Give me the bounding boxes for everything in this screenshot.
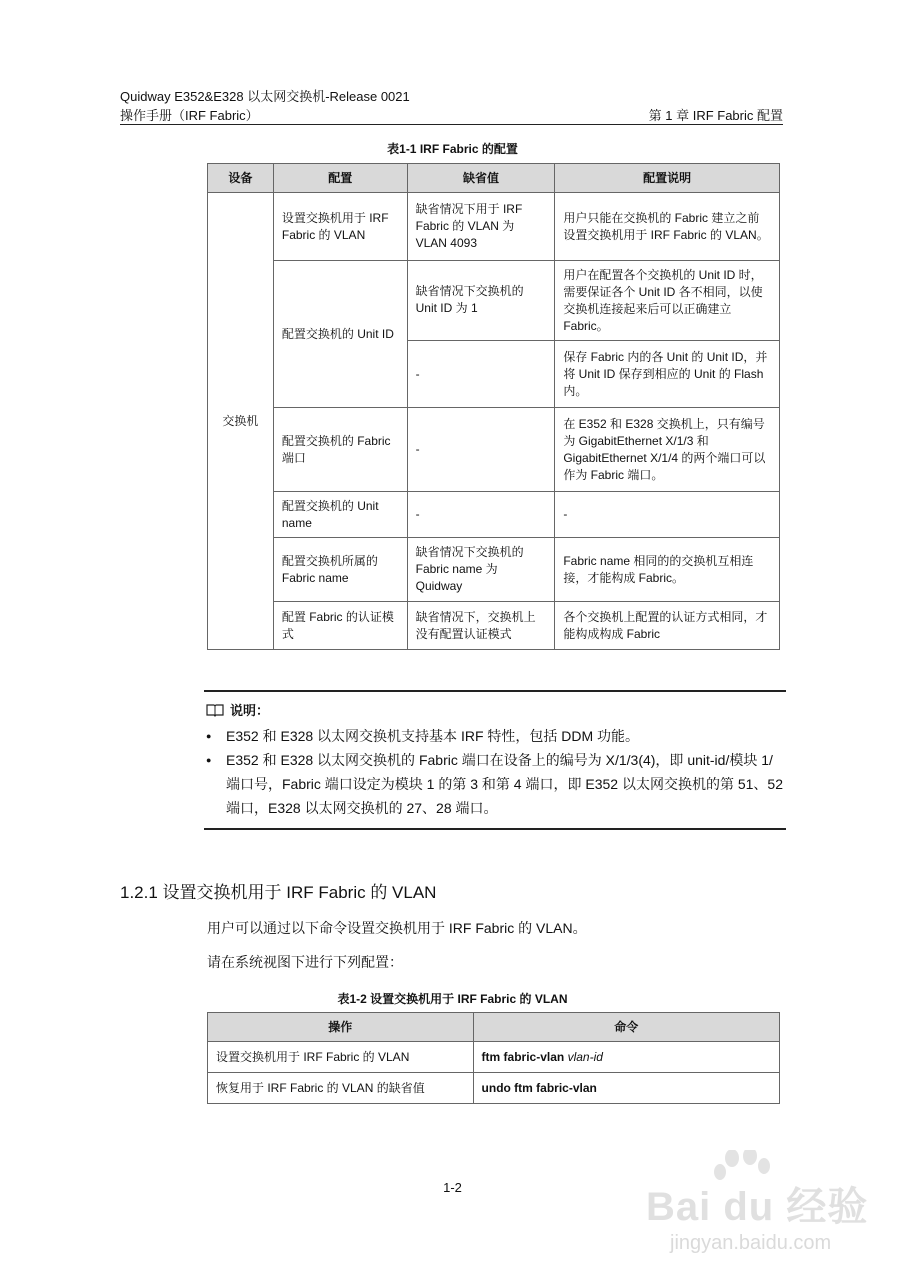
header-rule (120, 124, 783, 125)
table-header-row (208, 1013, 780, 1042)
command-cell (473, 1042, 779, 1073)
table-row (208, 492, 780, 538)
desc-cell: Fabric name 相同的的交换机互相连接，才能构成 Fabric。 (555, 538, 780, 602)
header-manual-name: 操作手册（IRF Fabric） (120, 108, 259, 123)
note-bottom-rule (204, 828, 786, 830)
operation-cell: 恢复用于 IRF Fabric 的 VLAN 的缺省值 (208, 1073, 474, 1104)
note-title (206, 700, 269, 719)
col-header-default: 缺省值 (407, 164, 555, 193)
default-cell: 缺省情况下，交换机上没有配置认证模式 (407, 602, 555, 650)
col-header-operation: 操作 (208, 1013, 474, 1042)
header-chapter: 第 1 章 IRF Fabric 配置 (648, 108, 783, 123)
table-row (208, 193, 780, 261)
note-top-rule (204, 690, 786, 692)
desc-cell: 在 E352 和 E328 交换机上，只有编号为 GigabitEthernet X/1/3 和 GigabitEthernet X/1/4 的两个端口可以作为 Fabric 端口。 (555, 408, 780, 492)
table-row (208, 602, 780, 650)
col-header-config: 配置 (273, 164, 407, 193)
note-list (206, 724, 784, 820)
desc-cell: 用户在配置各个交换机的 Unit ID 时，需要保证各个 Unit ID 各不相同，以使交换机连接起来后可以正确建立 Fabric。 (555, 261, 780, 341)
section-heading: 1.2.1 设置交换机用于 IRF Fabric 的 VLAN (120, 883, 437, 902)
section-paragraph-2: 请在系统视图下进行下列配置： (207, 954, 403, 970)
page-number: 1-2 (443, 1180, 462, 1195)
table-row (208, 261, 780, 341)
col-header-device: 设备 (208, 164, 274, 193)
table-row (208, 1073, 780, 1104)
header-doc-title: Quidway E352&E328 以太网交换机-Release 0021 (120, 89, 410, 104)
note-title-text: 说明： (230, 703, 270, 718)
device-cell: 交换机 (208, 193, 274, 650)
desc-cell: - (555, 492, 780, 538)
default-cell: - (407, 492, 555, 538)
command-keyword: undo ftm fabric-vlan (481, 1080, 597, 1095)
list-item: ● E352 和 E328 以太网交换机的 Fabric 端口在设备上的编号为 X/1/3(4)，即 unit-id/模块 1/端口号，Fabric 端口设定为模块 1 的第 3 和第 4 端口，即 E352 以太网交换机的第 51、52 端口，E328 以太网交换机的 27、28 端口。 (206, 748, 784, 820)
baidu-watermark (640, 1150, 870, 1260)
command-keyword: ftm fabric-vlan (481, 1049, 565, 1064)
table-header-row (208, 164, 780, 193)
list-item: ● E352 和 E328 以太网交换机支持基本 IRF 特性，包括 DDM 功能。 (206, 724, 784, 748)
config-cell: 配置交换机的 Unit ID (273, 261, 407, 408)
default-cell: 缺省情况下交换机的 Unit ID 为 1 (407, 261, 555, 341)
table1-caption: 表1-1 IRF Fabric 的配置 (387, 142, 518, 156)
default-cell: - (407, 341, 555, 408)
config-cell: 配置 Fabric 的认证模式 (273, 602, 407, 650)
book-icon (206, 703, 224, 717)
config-cell: 配置交换机所属的 Fabric name (273, 538, 407, 602)
default-cell: 缺省情况下用于 IRF Fabric 的 VLAN 为 VLAN 4093 (407, 193, 555, 261)
vlan-command-table (207, 1012, 780, 1104)
irf-fabric-config-table (207, 163, 780, 650)
table-row (208, 1042, 780, 1073)
command-cell (473, 1073, 779, 1104)
table-row (208, 408, 780, 492)
config-cell: 设置交换机用于 IRF Fabric 的 VLAN (273, 193, 407, 261)
config-cell: 配置交换机的 Fabric 端口 (273, 408, 407, 492)
config-cell: 配置交换机的 Unit name (273, 492, 407, 538)
section-paragraph-1: 用户可以通过以下命令设置交换机用于 IRF Fabric 的 VLAN。 (207, 920, 587, 936)
table-row (208, 538, 780, 602)
command-argument: vlan-id (567, 1049, 603, 1064)
desc-cell: 保存 Fabric 内的各 Unit 的 Unit ID，并将 Unit ID 保存到相应的 Unit 的 Flash 内。 (555, 341, 780, 408)
col-header-command: 命令 (473, 1013, 779, 1042)
watermark-url: jingyan.baidu.com (670, 1232, 832, 1254)
default-cell: 缺省情况下交换机的 Fabric name 为 Quidway (407, 538, 555, 602)
desc-cell: 各个交换机上配置的认证方式相同，才能构成构成 Fabric (555, 602, 780, 650)
default-cell: - (407, 408, 555, 492)
desc-cell: 用户只能在交换机的 Fabric 建立之前设置交换机用于 IRF Fabric 的 VLAN。 (555, 193, 780, 261)
watermark-brand: Bai du 经验 (646, 1185, 869, 1229)
operation-cell: 设置交换机用于 IRF Fabric 的 VLAN (208, 1042, 474, 1073)
table2-caption: 表1-2 设置交换机用于 IRF Fabric 的 VLAN (337, 992, 568, 1006)
col-header-description: 配置说明 (555, 164, 780, 193)
